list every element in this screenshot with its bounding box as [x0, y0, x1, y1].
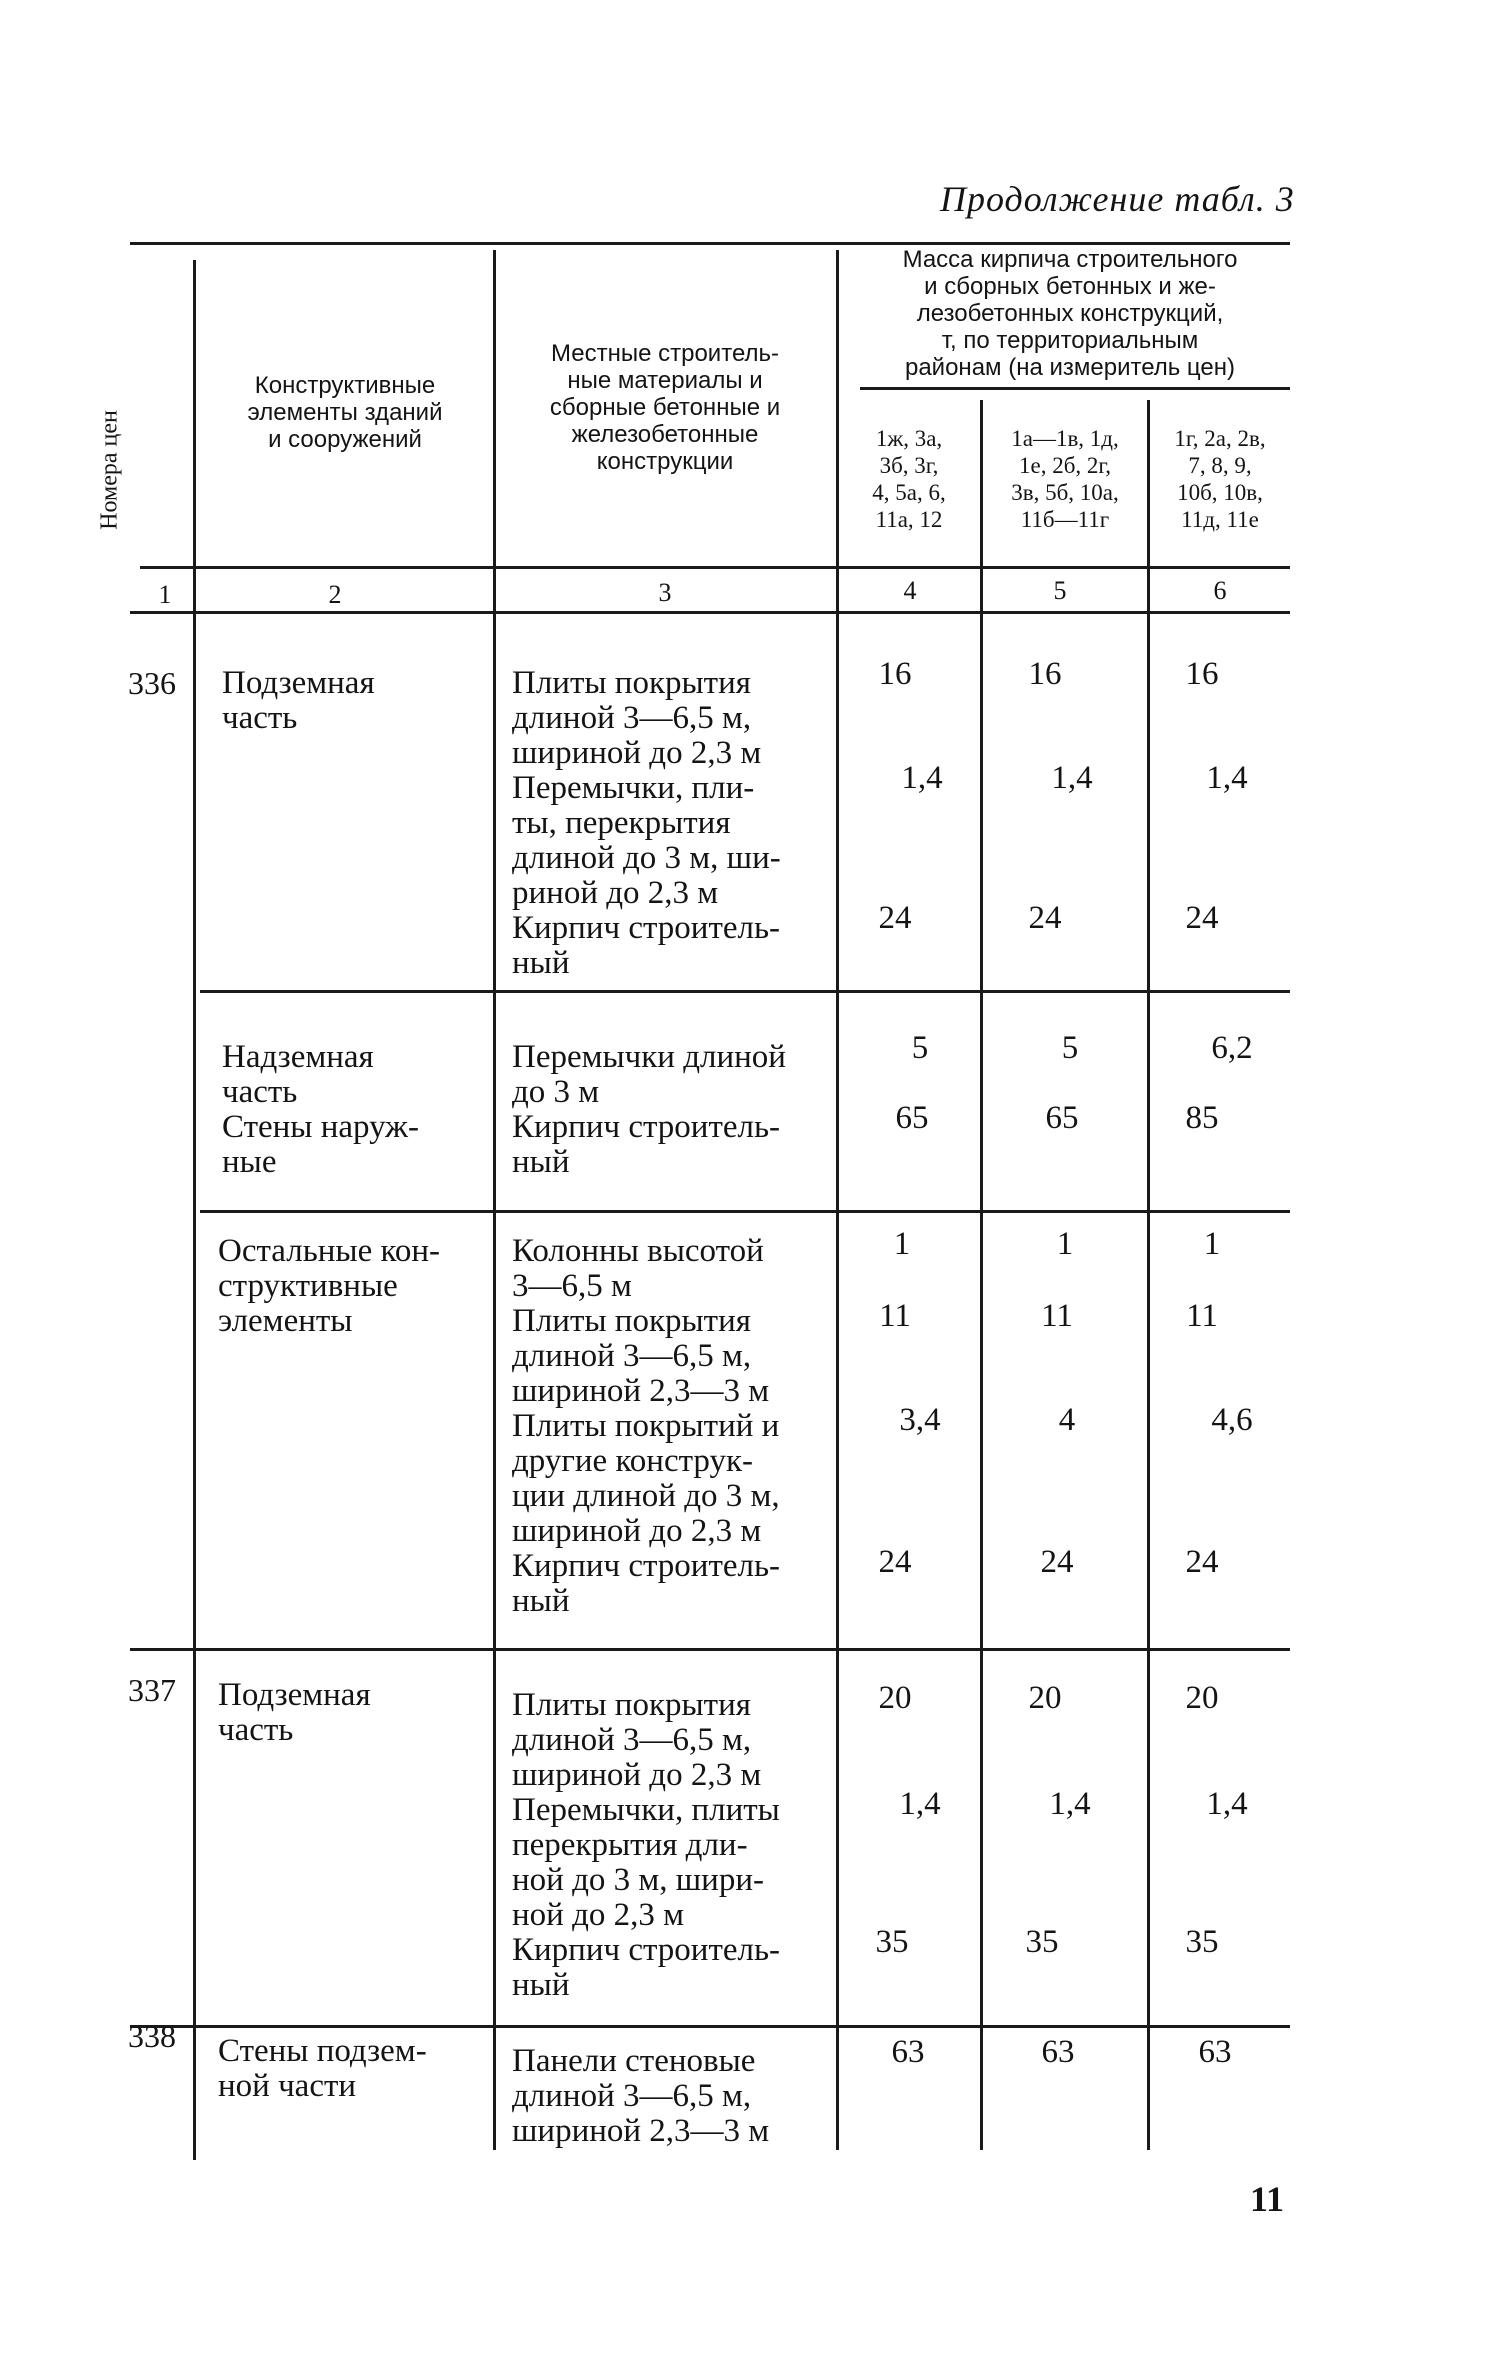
value-336c-4-c6: 24	[1185, 1544, 1219, 1580]
material-336a-2: Перемычки, пли- ты, перекрытия длиной до 3 м, ши- риной до 2,3 м	[512, 770, 781, 911]
value-337-3-c5: 35	[1025, 1924, 1059, 1960]
value-336c-2-c6: 11	[1186, 1298, 1218, 1334]
value-336a-2-c4: 1,4	[901, 760, 943, 796]
material-336c-4: Кирпич строитель- ный	[512, 1548, 781, 1619]
value-336b-2-c5: 65	[1045, 1100, 1079, 1136]
element-336-other: Остальные кон- структивные элементы	[218, 1233, 440, 1339]
colnum-bottom-rule	[130, 611, 1290, 614]
header-price-numbers: Номера цен	[96, 410, 123, 530]
value-336a-1-c5: 16	[1028, 656, 1062, 692]
value-336c-1-c6: 1	[1203, 1226, 1221, 1262]
group-header-rule	[860, 387, 1290, 390]
material-336b-1: Перемычки длиной до 3 м	[512, 1039, 786, 1110]
header-brick-mass-group: Масса кирпича строительного и сборных бетонных и же- лезобетонных конструкций, т, по территориальным районам (на измеритель цен)	[902, 246, 1238, 381]
material-337-2: Перемычки, плиты перекрытия дли- ной до 3 м, шири- ной до 2,3 м	[512, 1792, 780, 1933]
value-336b-2-c6: 85	[1185, 1100, 1219, 1136]
value-336c-2-c5: 11	[1041, 1298, 1073, 1334]
col-divider-2	[493, 250, 496, 2150]
header-structural-elements: Конструктивные элементы зданий и сооружений	[247, 372, 443, 453]
col-divider-5	[1147, 400, 1150, 2150]
value-338-1-c4: 63	[891, 2034, 925, 2070]
value-336c-1-c4: 1	[893, 1226, 911, 1262]
value-337-2-c4: 1,4	[899, 1786, 941, 1822]
table-caption: Продолжение табл. 3	[940, 179, 1295, 219]
row-rule-337	[130, 1648, 1290, 1651]
material-338-1: Панели стеновые длиной 3—6,5 м, шириной 2,3—3 м	[512, 2043, 770, 2149]
column-number-2: 2	[328, 580, 342, 609]
material-337-3: Кирпич строитель- ный	[512, 1932, 781, 2003]
page-number: 11	[1250, 2179, 1285, 2219]
value-336b-1-c6: 6,2	[1211, 1030, 1253, 1066]
row-rule-336c	[200, 1210, 1290, 1213]
value-336b-2-c4: 65	[895, 1100, 929, 1136]
value-336c-2-c4: 11	[879, 1298, 911, 1334]
element-336-underground: Подземная часть	[222, 665, 375, 736]
value-336c-4-c5: 24	[1040, 1544, 1074, 1580]
material-336a-1: Плиты покрытия длиной 3—6,5 м, шириной до 2,3 м	[512, 665, 762, 771]
value-336a-2-c6: 1,4	[1206, 760, 1248, 796]
material-336a-3: Кирпич строитель- ный	[512, 910, 781, 981]
column-number-1: 1	[158, 580, 172, 609]
col-divider-1	[193, 260, 196, 2160]
value-337-1-c6: 20	[1185, 1680, 1219, 1716]
column-number-3: 3	[658, 578, 672, 607]
value-337-3-c4: 35	[875, 1924, 909, 1960]
material-336c-1: Колонны высотой 3—6,5 м	[512, 1233, 764, 1304]
value-336b-1-c4: 5	[911, 1030, 929, 1066]
element-337-underground: Подземная часть	[218, 1677, 371, 1748]
element-336-aboveground-walls: Надземная часть Стены наруж- ные	[222, 1039, 419, 1180]
column-number-4: 4	[903, 576, 917, 605]
col-divider-3	[836, 250, 839, 2150]
value-336c-3-c5: 4	[1058, 1402, 1076, 1438]
value-337-1-c5: 20	[1028, 1680, 1062, 1716]
material-336b-2: Кирпич строитель- ный	[512, 1109, 781, 1180]
value-337-3-c6: 35	[1185, 1924, 1219, 1960]
row-rule-338	[130, 2025, 1290, 2028]
value-336b-1-c5: 5	[1061, 1030, 1079, 1066]
header-region-col4: 1ж, 3а, 3б, 3г, 4, 5а, 6, 11а, 12	[872, 426, 946, 532]
header-local-materials: Местные строитель- ные материалы и сборные бетонные и железобетонные конструкции	[549, 340, 781, 475]
element-338-walls: Стены подзем- ной части	[218, 2033, 427, 2104]
header-bottom-rule	[140, 566, 1290, 569]
value-337-1-c4: 20	[878, 1680, 912, 1716]
price-number-338: 338	[128, 2018, 176, 2054]
row-rule-336b	[200, 990, 1290, 993]
value-336a-3-c4: 24	[878, 900, 912, 936]
material-336c-2: Плиты покрытия длиной 3—6,5 м, шириной 2,3—3 м	[512, 1303, 770, 1409]
value-337-2-c5: 1,4	[1049, 1786, 1091, 1822]
value-336a-1-c4: 16	[878, 656, 912, 692]
value-336c-3-c6: 4,6	[1211, 1402, 1253, 1438]
value-336a-2-c5: 1,4	[1051, 760, 1093, 796]
value-338-1-c6: 63	[1198, 2034, 1232, 2070]
value-337-2-c6: 1,4	[1206, 1786, 1248, 1822]
material-337-1: Плиты покрытия длиной 3—6,5 м, шириной до 2,3 м	[512, 1687, 762, 1793]
value-336a-3-c5: 24	[1028, 900, 1062, 936]
value-336a-3-c6: 24	[1185, 900, 1219, 936]
value-336c-4-c4: 24	[878, 1544, 912, 1580]
header-region-col5: 1а—1в, 1д, 1е, 2б, 2г, 3в, 5б, 10а, 11б—11г	[1011, 426, 1119, 532]
header-region-col6: 1г, 2а, 2в, 7, 8, 9, 10б, 10в, 11д, 11е	[1174, 426, 1266, 532]
price-number-336: 336	[128, 665, 176, 701]
price-number-337: 337	[128, 1672, 176, 1708]
value-336a-1-c6: 16	[1185, 656, 1219, 692]
material-336c-3: Плиты покрытий и другие конструк- ции длиной до 3 м, шириной до 2,3 м	[512, 1408, 780, 1549]
column-number-5: 5	[1053, 576, 1067, 605]
value-336c-1-c5: 1	[1056, 1226, 1074, 1262]
column-number-6: 6	[1213, 576, 1227, 605]
table-top-rule	[130, 242, 1290, 245]
col-divider-4	[980, 400, 983, 2150]
value-338-1-c5: 63	[1041, 2034, 1075, 2070]
value-336c-3-c4: 3,4	[899, 1402, 941, 1438]
